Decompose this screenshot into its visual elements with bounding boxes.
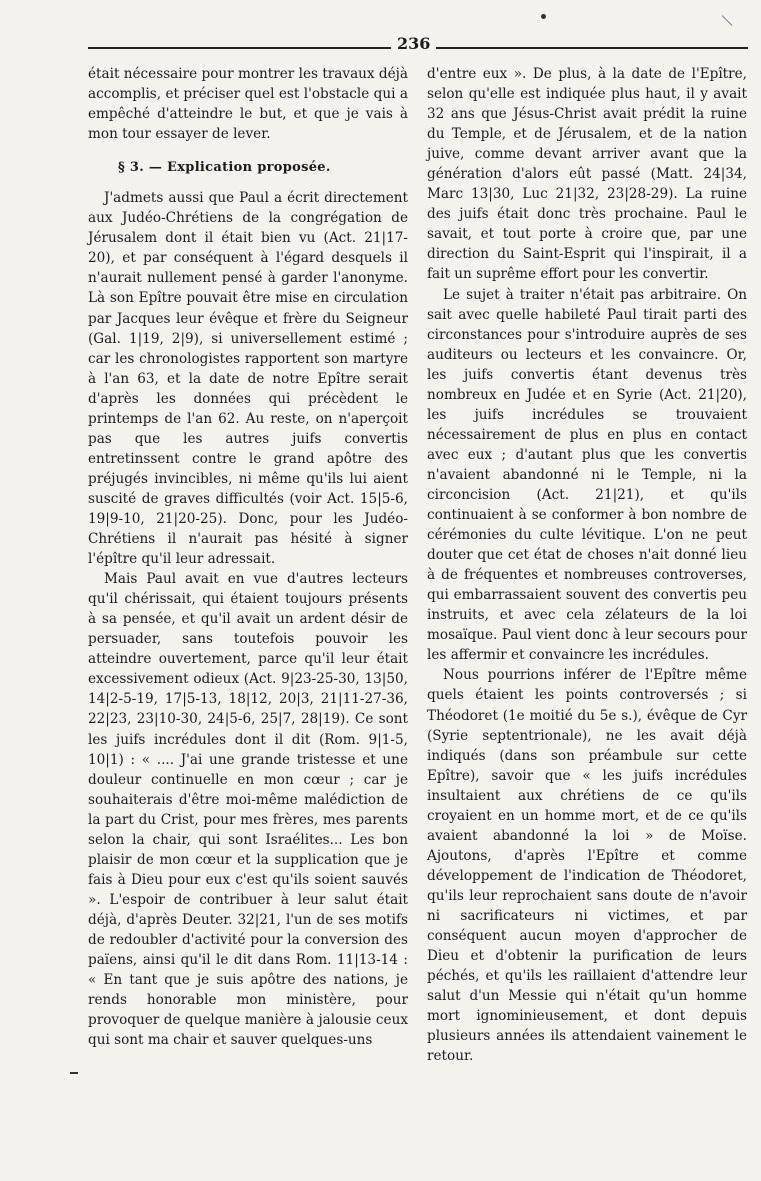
right-paragraph-2: Le sujet à traiter n'était pas arbitraire. On sait avec quelle habileté Paul tirait parti des circonstances pour s'introduire auprès de ses auditeurs ou lecteurs et les convaincre. Or, les juifs convertis étant devenus très nombreux en Judée et en Syrie (Act. 21|20), les juifs incrédules se trouvaient nécessairement de plus en plus en contact avec eux ; d'autant plus que les convertis n'avaient abandonné ni le Temple, ni la circoncision (Act. 21|21), et qu'ils continuaient à se conformer à bon nombre de cérémonies du culte lévitique. L'on ne peut douter que cet état de choses n'ait donné lieu à de fréquentes et nombreuses controverses, qui embarrassaient souvent des convertis peu instruits, et avec cela zélateurs de la loi mosaïque. Paul vient donc à leur secours pour les affermir et convaincre les incrédules. bbox=[427, 286, 747, 664]
right-column bbox=[427, 64, 747, 1066]
right-paragraph-1: d'entre eux ». De plus, à la date de l'Epître, selon qu'elle est indiquée plus haut, il y avait 32 ans que Jésus-Christ avait prédit la ruine du Temple, et de Jérusalem, et de la nation juive, comme devant arriver avant que la génération d'alors eût passé (Matt. 24|34, Marc 13|30, Luc 21|32, 23|28-29). La ruine des juifs était donc très prochaine. Paul le savait, et tout porte à croire que, par une direction du Saint-Esprit qui l'inspirait, il a fait un suprême effort pour les convertir. bbox=[427, 66, 747, 283]
left-paragraph-1: était nécessaire pour montrer les travaux déjà accomplis, et préciser quel est l'obstacle qui a empêché d'atteindre le but, et que je vais à mon tour essayer de lever. bbox=[88, 66, 408, 143]
speck-mark bbox=[541, 14, 546, 19]
page-number: 236 bbox=[391, 34, 436, 53]
margin-dash-mark bbox=[70, 1072, 78, 1074]
section-heading: § 3. — Explication proposée. bbox=[118, 160, 331, 176]
page-header bbox=[88, 34, 748, 56]
left-paragraph-2: J'admets aussi que Paul a écrit directement aux Judéo-Chrétiens de la congrégation de Jérusalem dont il était bien vu (Act. 21|17-20), et par conséquent à l'égard desquels il n'aurait nullement pensé à garder l'anonyme. Là son Epître pouvait être mise en circulation par Jacques leur évêque et frère du Seigneur (Gal. 1|19, 2|9), si universellement estimé ; car les chronologistes rapportent son martyre à l'an 63, et la date de notre Epître serait d'après les données qui précèdent le printemps de l'an 62. Au reste, on n'aperçoit pas que les autres juifs convertis entretinssent contre le grand apôtre des préjugés invincibles, ni même qu'ils lui aient suscité de graves difficultés (voir Act. 15|5-6, 19|9-10, 21|20-25). Donc, pour les Judéo-Chrétiens il n'aurait pas hésité à signer l'épître qu'il leur adressait. bbox=[88, 190, 408, 568]
left-column bbox=[88, 64, 408, 1050]
left-paragraph-3: Mais Paul avait en vue d'autres lecteurs qu'il chérissait, qui étaient toujours présents à sa pensée, et qu'il avait un ardent désir de persuader, sans toutefois pouvoir les atteindre ouvertement, parce qu'il leur était excessivement odieux (Act. 9|23-25-30, 13|50, 14|2-5-19, 17|5-13, 18|12, 20|3, 21|11-27-36, 22|23, 23|10-30, 24|5-6, 25|7, 28|19). Ce sont les juifs incrédules dont il dit (Rom. 9|1-5, 10|1) : « .... J'ai une grande tristesse et une douleur continuelle en mon cœur ; car je souhaiterais d'être moi-même malédiction de la part du Crist, pour mes frères, mes parents selon la chair, qui sont Israélites... Les bon plaisir de mon cœur et la supplication que je fais à Dieu pour eux c'est qu'ils soient sauvés ». L'espoir de contribuer à leur salut était déjà, d'après Deuter. 32|21, l'un de ses motifs de redoubler d'activité pour la conversion des païens, ainsi qu'il le dit dans Rom. 11|13-14 : « En tant que je suis apôtre des nations, je rends honorable mon ministère, pour provoquer de quelque manière à jalousie ceux qui sont ma chair et sauver quelques-uns bbox=[88, 571, 408, 1049]
scratch-mark bbox=[722, 15, 733, 26]
right-paragraph-3: Nous pourrions inférer de l'Epître même quels étaient les points controversés ; si Théodoret (1e moitié du 5e s.), évêque de Cyr (Syrie septentrionale), ne les avait déjà indiqués (dans son préambule sur cette Epître), savoir que « les juifs incrédules insultaient aux chrétiens de ce qu'ils croyaient en un homme mort, et de ce qu'ils avaient abandonné la loi » de Moïse. Ajoutons, d'après l'Epître et comme développement de l'indication de Théodoret, qu'ils leur reprochaient sans doute de n'avoir ni sacrificateurs ni victimes, et par conséquent aucun moyen d'approcher de Dieu et d'obtenir la purification de leurs péchés, et qu'ils les raillaient d'attendre leur salut d'un Messie qui n'était qu'un homme mort ignominieusement, et dont depuis plusieurs années ils attendaient vainement le retour. bbox=[427, 667, 747, 1065]
